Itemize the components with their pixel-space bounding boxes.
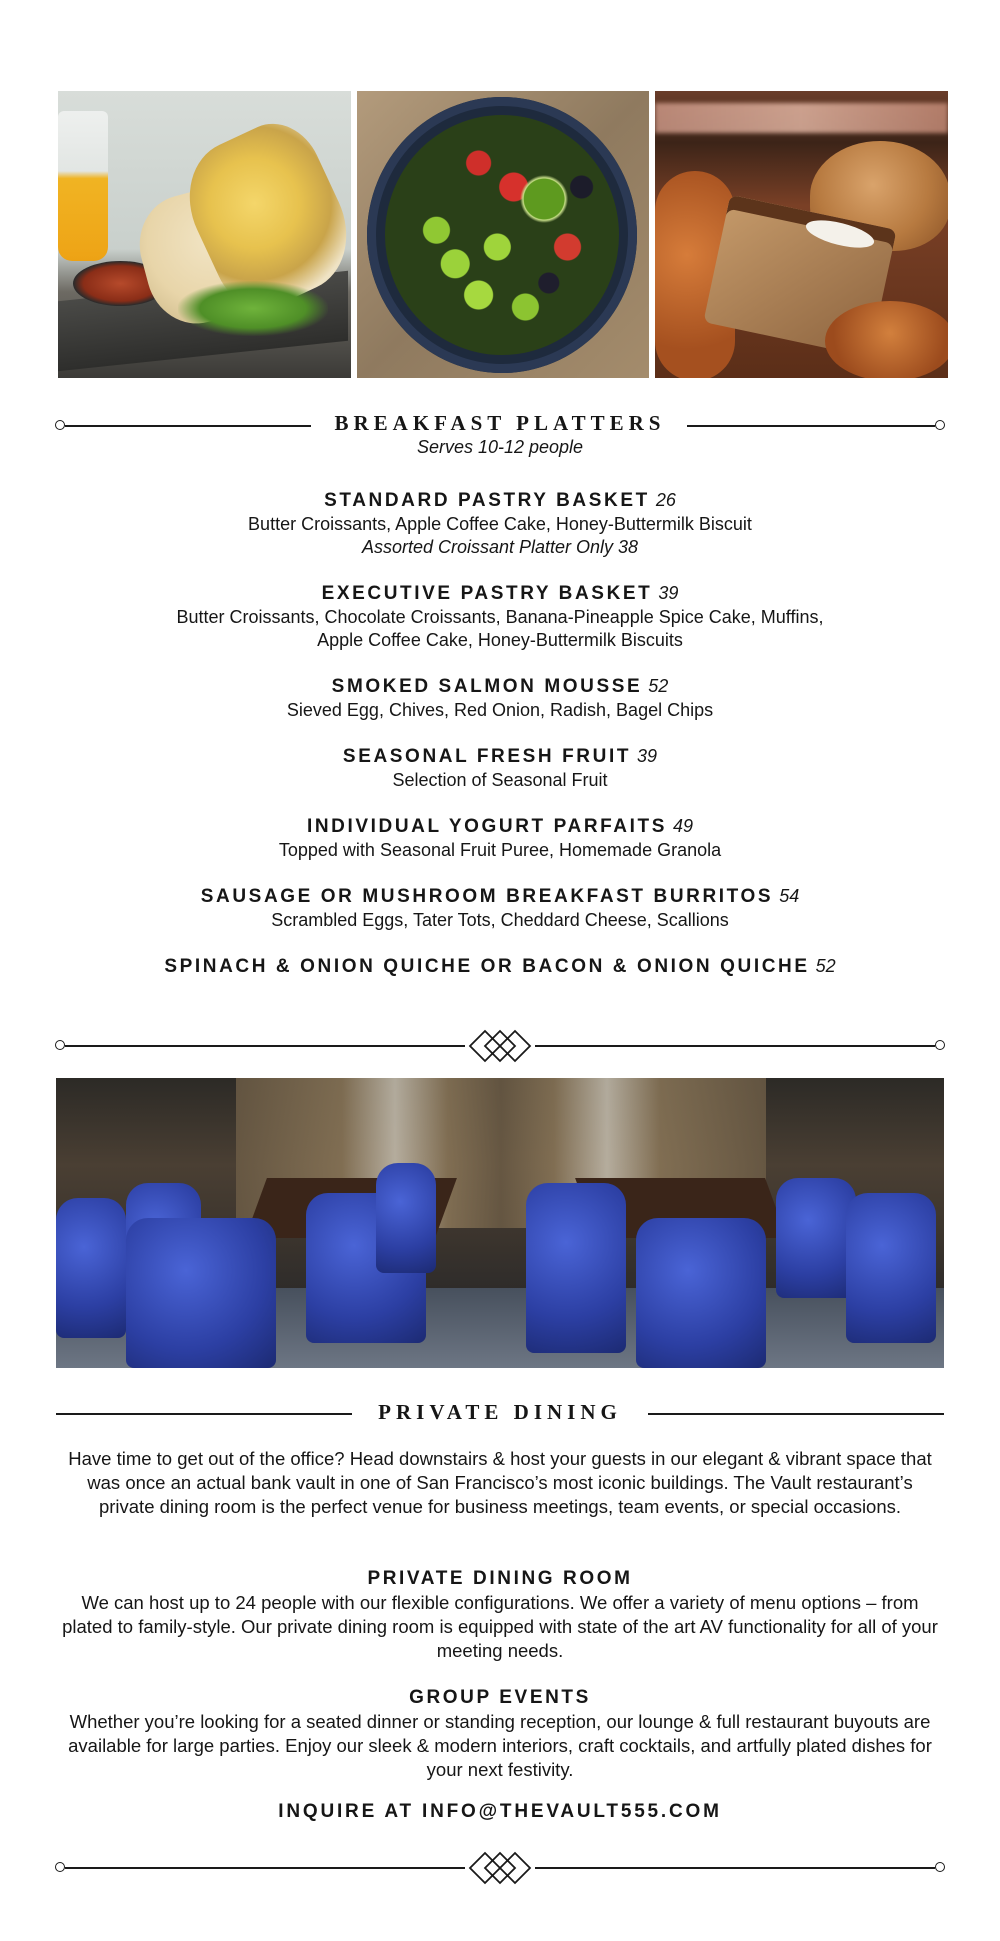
divider-end-dot-left <box>55 1862 65 1872</box>
private-dining-room-photo <box>56 1078 944 1368</box>
diamond-ornament-icon <box>465 1026 535 1066</box>
menu-item <box>0 581 1000 652</box>
menu-item-price: 52 <box>815 956 836 976</box>
menu-item <box>0 488 1000 559</box>
inquire-email-line: INQUIRE AT INFO@THEVAULT555.COM <box>278 1801 722 1822</box>
divider-line-right <box>687 425 935 427</box>
menu-item-name: SMOKED SALMON MOUSSE 52 <box>331 676 669 697</box>
menu-item-name: SPINACH & ONION QUICHE OR BACON & ONION QUICHE 52 <box>164 956 836 977</box>
fresh-fruit-bowl-photo <box>357 91 650 378</box>
menu-item-name: SAUSAGE OR MUSHROOM BREAKFAST BURRITOS 54 <box>200 886 800 907</box>
breakfast-section-title: BREAKFAST PLATTERS <box>334 411 666 435</box>
private-dining-room-text: We can host up to 24 people with our flexible configurations. We offer a variety of menu options – from plated to family-style. Our private dining room is equipped with state of the art AV functionality for all of your meeting needs. <box>62 1592 938 1661</box>
divider-end-dot-left <box>55 1040 65 1050</box>
menu-item-price: 26 <box>655 490 676 510</box>
menu-item-name: SEASONAL FRESH FRUIT 39 <box>342 746 658 767</box>
private-dining-room-block <box>62 1566 938 1663</box>
menu-item <box>0 674 1000 722</box>
private-dining-section-title: PRIVATE DINING <box>378 1400 622 1424</box>
menu-item-description: Scrambled Eggs, Tater Tots, Cheddard Cheese, Scallions <box>271 910 729 930</box>
divider-end-dot-right <box>935 1040 945 1050</box>
menu-item <box>0 884 1000 932</box>
menu-item-description: Sieved Egg, Chives, Red Onion, Radish, Bagel Chips <box>286 700 714 720</box>
menu-item-price: 52 <box>648 676 669 696</box>
menu-item-price: 39 <box>637 746 658 766</box>
menu-item-price: 49 <box>672 816 694 836</box>
diamond-ornament-icon <box>465 1848 535 1888</box>
menu-item-price: 54 <box>779 886 800 906</box>
menu-item-name: INDIVIDUAL YOGURT PARFAITS 49 <box>306 816 694 837</box>
group-events-text: Whether you’re looking for a seated dinner or standing reception, our lounge & full restaurant buyouts are available for large parties. Enjoy our sleek & modern interiors, craft cocktails, and artfully plated dishes for your next festivity. <box>68 1711 932 1780</box>
menu-item-name: STANDARD PASTRY BASKET 26 <box>324 490 676 511</box>
photo-row <box>58 91 948 378</box>
serves-note: Serves 10-12 people <box>416 437 584 457</box>
divider-end-dot-right <box>935 1862 945 1872</box>
menu-item-description: Selection of Seasonal Fruit <box>392 770 608 790</box>
group-events-block <box>62 1685 938 1782</box>
private-dining-intro: Have time to get out of the office? Head downstairs & host your guests in our elegant & vibrant space that was once an actual bank vault in one of San Francisco’s most iconic buildings. The Vault restaurant’s private dining room is the perfect venue for business meetings, team events, or special occasions. <box>68 1448 932 1517</box>
menu-item-description: Apple Coffee Cake, Honey-Buttermilk Biscuits <box>317 630 683 650</box>
menu-item-name: EXECUTIVE PASTRY BASKET 39 <box>321 583 679 604</box>
menu-item <box>0 744 1000 792</box>
divider-line-right <box>648 1413 944 1415</box>
menu-item-description: Butter Croissants, Apple Coffee Cake, Honey-Buttermilk Biscuit <box>248 514 752 534</box>
pastry-basket-photo <box>655 91 948 378</box>
private-dining-room-heading: PRIVATE DINING ROOM <box>367 1568 633 1589</box>
menu-item-price: 39 <box>658 583 679 603</box>
breakfast-burrito-photo <box>58 91 351 378</box>
divider-end-dot-right <box>935 420 945 430</box>
breakfast-menu-list <box>0 488 1000 1001</box>
menu-item <box>0 814 1000 862</box>
menu-item-description: Topped with Seasonal Fruit Puree, Homemade Granola <box>278 840 722 860</box>
menu-item-note: Assorted Croissant Platter Only 38 <box>361 537 639 557</box>
menu-item <box>0 954 1000 979</box>
menu-item-description: Butter Croissants, Chocolate Croissants, Banana-Pineapple Spice Cake, Muffins, <box>176 607 824 627</box>
group-events-heading: GROUP EVENTS <box>409 1687 591 1708</box>
